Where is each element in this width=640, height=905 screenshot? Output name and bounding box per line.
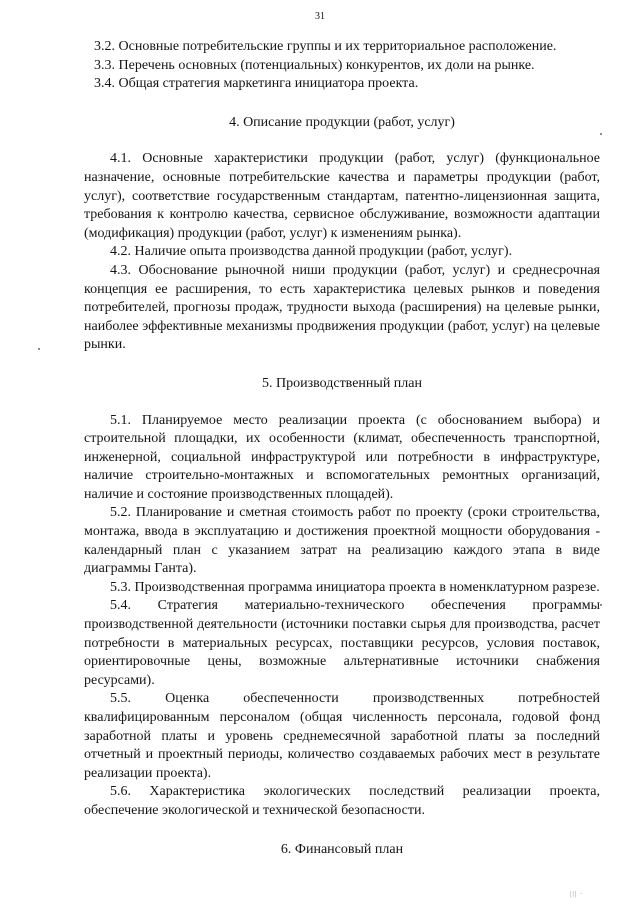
paragraph-4-3: 4.3. Обоснование рыночной ниши продукции (работ, услуг) и среднесрочная концепция ее расширения, то есть характеристика целевых рынков и поведения потребителей, прогнозы продаж, трудности выхода (расширения) на целевые рынки, наиболее эффективные механизмы продвижения продукции (работ, услуг) на целевые рынки. [84, 262, 600, 353]
scan-speck [600, 133, 602, 135]
corner-mark: ||| · [570, 890, 584, 898]
page-number: 31 [315, 11, 325, 22]
list-item: 3.4. Общая стратегия маркетинга инициатора проекта. [94, 76, 419, 92]
paragraph-5-5: 5.5. Оценка обеспеченности производственных потребностей квалифицированным персоналом (общая численность персонала, годовой фонд заработной платы и уровень среднемесячной заработной платы за последний отчетный и проектный периоды, количество создаваемых рабочих мест в результате реализации проекта). [84, 691, 600, 781]
list-item: 3.2. Основные потребительские группы и их территориальное расположение. [94, 39, 557, 54]
section-heading-4: 4. Описание продукции (работ, услуг) [229, 114, 455, 130]
section-heading-5: 5. Производственный план [261, 375, 422, 391]
scan-speck [38, 348, 40, 350]
paragraph-5-1: 5.1. Планируемое место реализации проекта (с обоснованием выбора) и строительной площадки, их особенности (климат, обеспеченность транспортной, инженерной, социальной инфраструктурой или потребности в инфраструктуре, наличие строительно-монтажных и вспомогательных ремонтных организаций, наличие и состояние производственных площадей). [84, 412, 600, 502]
section-heading-6: 6. Финансовый план [280, 841, 404, 857]
paragraph-4-1: 4.1. Основные характеристики продукции (работ, услуг) (функциональное назначение, основные потребительские качества и параметры продукции (работ, услуг), соответствие государственным стандартам, патентно-лицензионная защита, требования к контролю качества, сервисное обслуживание, возможности адаптации (модификация) продукции (работ, услуг) к изменениям рынка). [84, 151, 600, 241]
paragraph-5-2: 5.2. Планирование и сметная стоимость работ по проекту (сроки строительства, монтажа, ввода в эксплуатацию и достижения проектной мощности оборудования - календарный план с указанием затрат на реализацию каждого этапа в виде диаграммы Ганта). [84, 505, 600, 577]
scan-speck [600, 604, 602, 606]
paragraph-4-2: 4.2. Наличие опыта производства данной продукции (работ, услуг). [110, 244, 513, 260]
paragraph-5-4: 5.4. Стратегия материально-технического обеспечения программы производственной деятельности (источники поставки сырья для производства, расчет потребности в материальных ресурсах, поставщики ресурсов, условия поставок, ориентировочные цены, возможные альтернативные источники снабжения ресурсами). [84, 598, 600, 688]
list-item: 3.3. Перечень основных (потенциальных) конкурентов, их доли на рынке. [94, 57, 535, 73]
document-body [84, 38, 600, 859]
paragraph-5-6: 5.6. Характеристика экологических последствий реализации проекта, обеспечение экологической и технической безопасности. [84, 784, 600, 818]
paragraph-5-3: 5.3. Производственная программа инициатора проекта в номенклатурном разрезе. [110, 579, 600, 595]
